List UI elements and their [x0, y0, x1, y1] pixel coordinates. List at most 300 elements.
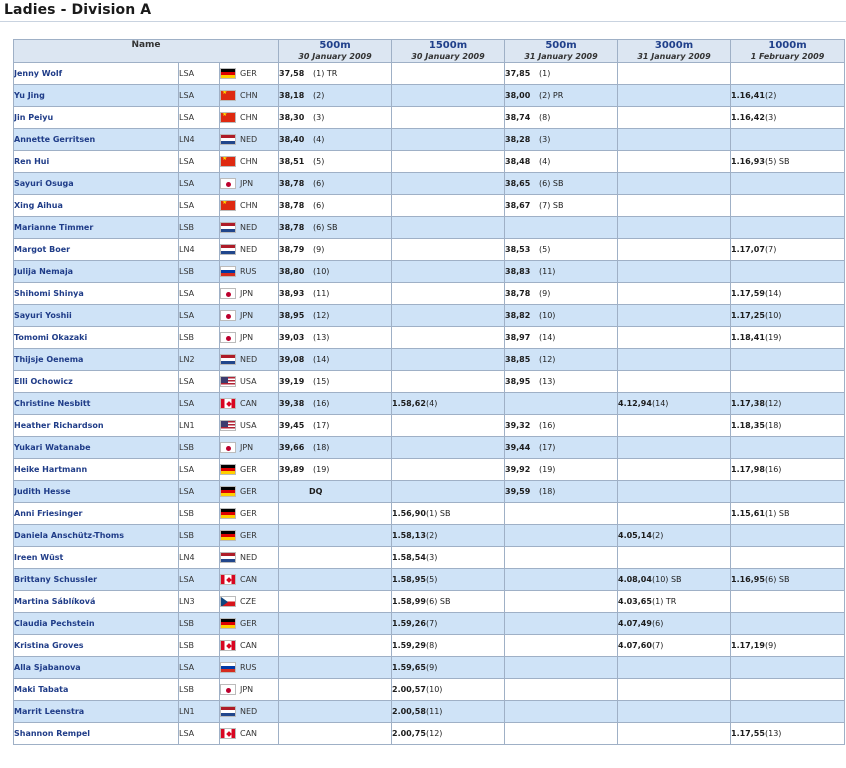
skater-name[interactable]: Martina Sáblíková: [14, 591, 179, 613]
result-place: (18): [539, 487, 556, 496]
flag-icon: [220, 354, 236, 365]
result-cell: [392, 371, 505, 393]
country-code: JPN: [240, 443, 254, 452]
skater-club: LSA: [179, 481, 220, 503]
table-row: [14, 195, 845, 217]
country-code: CHN: [240, 113, 258, 122]
result-time: 1.17,98: [731, 465, 765, 474]
result-time: 38,82: [505, 311, 531, 320]
result-place: (11): [313, 289, 330, 298]
result-cell: [392, 217, 505, 239]
flag-icon: [220, 420, 236, 431]
result-cell: [505, 657, 618, 679]
result-cell: [618, 547, 731, 569]
result-cell: [618, 305, 731, 327]
result-place: (3): [765, 113, 777, 122]
result-time: 38,67: [505, 201, 531, 210]
header-row: [14, 40, 845, 63]
skater-country: [220, 173, 279, 195]
result-cell: [731, 415, 845, 437]
result-time: 4.03,65: [618, 597, 652, 606]
result-cell: [618, 569, 731, 591]
country-code: CAN: [240, 729, 258, 738]
skater-name[interactable]: Shannon Rempel: [14, 723, 179, 745]
event-date: 30 January 2009: [411, 52, 485, 61]
country-code: JPN: [240, 311, 254, 320]
skater-country: [220, 657, 279, 679]
result-time: 38,78: [279, 201, 305, 210]
skater-country: [220, 437, 279, 459]
result-place: (6): [313, 179, 325, 188]
result-cell: [279, 151, 392, 173]
result-cell: [731, 283, 845, 305]
result-time: 2.00,57: [392, 685, 426, 694]
result-cell: [505, 371, 618, 393]
result-place: (19): [765, 333, 782, 342]
skater-country: [220, 151, 279, 173]
result-cell: [392, 415, 505, 437]
result-place: (3): [426, 553, 438, 562]
country-code: JPN: [240, 289, 254, 298]
skater-country: [220, 415, 279, 437]
event-header-1[interactable]: [279, 40, 392, 63]
result-place: (6) SB: [426, 597, 451, 606]
result-cell: [618, 613, 731, 635]
result-time: 39,38: [279, 399, 305, 408]
skater-club: LN4: [179, 129, 220, 151]
result-cell: [731, 393, 845, 415]
result-cell: [618, 239, 731, 261]
result-place: (14): [765, 289, 782, 298]
event-date: 30 January 2009: [298, 52, 372, 61]
skater-name[interactable]: Julija Nemaja: [14, 261, 179, 283]
skater-club: LN4: [179, 547, 220, 569]
result-place: (1) SB: [426, 509, 451, 518]
result-cell: [505, 635, 618, 657]
table-row: [14, 591, 845, 613]
result-place: (14): [313, 355, 330, 364]
result-time: 4.05,14: [618, 531, 652, 540]
result-cell: [505, 107, 618, 129]
result-time: 38,78: [279, 223, 305, 232]
skater-name[interactable]: Ireen Wüst: [14, 547, 179, 569]
result-time: 2.00,75: [392, 729, 426, 738]
result-cell: [731, 217, 845, 239]
result-place: (7): [652, 641, 664, 650]
flag-icon: [220, 90, 236, 101]
result-cell: [731, 635, 845, 657]
skater-club: LN2: [179, 349, 220, 371]
result-place: (8): [426, 641, 438, 650]
country-code: CAN: [240, 575, 258, 584]
result-cell: [279, 437, 392, 459]
result-place: (6) SB: [765, 575, 790, 584]
country-code: NED: [240, 553, 258, 562]
skater-club: LSB: [179, 613, 220, 635]
result-cell: [618, 173, 731, 195]
skater-country: [220, 569, 279, 591]
table-row: [14, 503, 845, 525]
skater-name[interactable]: Thijsje Oenema: [14, 349, 179, 371]
result-place: (6) SB: [539, 179, 564, 188]
result-cell: [392, 283, 505, 305]
skater-country: [220, 85, 279, 107]
result-place: (13): [313, 333, 330, 342]
skater-country: [220, 63, 279, 85]
result-cell: [392, 547, 505, 569]
table-row: [14, 481, 845, 503]
result-cell: [618, 195, 731, 217]
result-place: (2): [313, 91, 325, 100]
flag-icon: [220, 508, 236, 519]
skater-name[interactable]: Judith Hesse: [14, 481, 179, 503]
result-time: 1.18,41: [731, 333, 765, 342]
country-code: GER: [240, 69, 257, 78]
result-cell: [731, 371, 845, 393]
result-time: 39,32: [505, 421, 531, 430]
flag-icon: [220, 530, 236, 541]
result-cell: [279, 393, 392, 415]
result-time: 1.15,61: [731, 509, 765, 518]
flag-icon: [220, 728, 236, 739]
result-time: 38,74: [505, 113, 531, 122]
result-cell: [279, 85, 392, 107]
flag-icon: [220, 244, 236, 255]
event-header-2[interactable]: [392, 40, 505, 63]
result-time: 38,97: [505, 333, 531, 342]
skater-country: [220, 349, 279, 371]
result-place: (4): [313, 135, 325, 144]
result-cell: [731, 151, 845, 173]
skater-name[interactable]: Annette Gerritsen: [14, 129, 179, 151]
skater-club: LSA: [179, 657, 220, 679]
country-code: USA: [240, 377, 257, 386]
skater-name[interactable]: Xing Aihua: [14, 195, 179, 217]
table-row: [14, 107, 845, 129]
result-cell: [505, 437, 618, 459]
results-body: [14, 63, 845, 745]
country-code: NED: [240, 223, 258, 232]
skater-country: [220, 525, 279, 547]
result-place: (5): [313, 157, 325, 166]
skater-club: LSB: [179, 679, 220, 701]
result-time: 38,78: [279, 179, 305, 188]
result-time: 39,92: [505, 465, 531, 474]
result-cell: [505, 327, 618, 349]
result-cell: [505, 525, 618, 547]
result-cell: [731, 327, 845, 349]
result-place: (16): [313, 399, 330, 408]
result-cell: [731, 503, 845, 525]
result-cell: [505, 591, 618, 613]
flag-icon: [220, 662, 236, 673]
result-cell: [618, 591, 731, 613]
result-time: 38,30: [279, 113, 305, 122]
result-cell: [618, 481, 731, 503]
result-cell: [618, 415, 731, 437]
event-date: 1 February 2009: [750, 52, 825, 61]
event-name: 1500m: [428, 40, 468, 51]
result-time: 39,08: [279, 355, 305, 364]
skater-country: [220, 261, 279, 283]
table-row: [14, 239, 845, 261]
result-cell: [505, 613, 618, 635]
event-header-4[interactable]: [618, 40, 731, 63]
skater-name[interactable]: Maki Tabata: [14, 679, 179, 701]
result-cell: [392, 481, 505, 503]
result-time: 37,58: [279, 69, 305, 78]
result-place: (6): [313, 201, 325, 210]
event-date: 31 January 2009: [524, 52, 598, 61]
skater-name[interactable]: Anni Friesinger: [14, 503, 179, 525]
skater-club: LSB: [179, 327, 220, 349]
table-row: [14, 569, 845, 591]
table-row: [14, 151, 845, 173]
result-cell: [392, 239, 505, 261]
skater-country: [220, 283, 279, 305]
result-place: (4): [426, 399, 438, 408]
skater-country: [220, 327, 279, 349]
result-cell: [279, 283, 392, 305]
result-time: 38,85: [505, 355, 531, 364]
result-place: (6): [652, 619, 664, 628]
result-place: (17): [539, 443, 556, 452]
result-cell: [731, 657, 845, 679]
result-cell: [618, 679, 731, 701]
skater-name[interactable]: Sayuri Osuga: [14, 173, 179, 195]
skater-name[interactable]: Alla Sjabanova: [14, 657, 179, 679]
result-cell: [279, 63, 392, 85]
result-cell: [392, 591, 505, 613]
result-cell: [618, 85, 731, 107]
country-code: CHN: [240, 91, 258, 100]
flag-icon: [220, 178, 236, 189]
skater-name[interactable]: Brittany Schussler: [14, 569, 179, 591]
skater-country: [220, 613, 279, 635]
result-cell: [392, 327, 505, 349]
country-code: CZE: [240, 597, 257, 606]
result-place: (10) SB: [652, 575, 682, 584]
skater-name[interactable]: Shihomi Shinya: [14, 283, 179, 305]
result-time: 38,00: [505, 91, 531, 100]
result-cell: [279, 217, 392, 239]
result-time: 39,59: [505, 487, 531, 496]
skater-club: LSB: [179, 525, 220, 547]
skater-name[interactable]: Elli Ochowicz: [14, 371, 179, 393]
result-cell: [505, 723, 618, 745]
skater-name[interactable]: Sayuri Yoshii: [14, 305, 179, 327]
country-code: CHN: [240, 201, 258, 210]
result-place: (5): [539, 245, 551, 254]
skater-name[interactable]: Margot Boer: [14, 239, 179, 261]
result-place: (10): [426, 685, 443, 694]
skater-name[interactable]: Daniela Anschütz-Thoms: [14, 525, 179, 547]
result-cell: [392, 85, 505, 107]
country-code: NED: [240, 135, 258, 144]
flag-icon: [220, 464, 236, 475]
result-time: 38,53: [505, 245, 531, 254]
result-time: 38,95: [505, 377, 531, 386]
table-row: [14, 63, 845, 85]
result-cell: [731, 239, 845, 261]
event-name: 500m: [319, 40, 351, 51]
result-time: 38,83: [505, 267, 531, 276]
skater-name[interactable]: Heather Richardson: [14, 415, 179, 437]
result-place: (1) TR: [313, 69, 338, 78]
result-time: 2.00,58: [392, 707, 426, 716]
result-time: 39,66: [279, 443, 305, 452]
result-time: 4.08,04: [618, 575, 652, 584]
result-cell: [392, 569, 505, 591]
result-place: (18): [313, 443, 330, 452]
result-cell: [392, 679, 505, 701]
result-cell: [731, 481, 845, 503]
skater-country: [220, 107, 279, 129]
result-cell: [279, 261, 392, 283]
result-cell: [279, 305, 392, 327]
table-row: [14, 723, 845, 745]
flag-icon: [220, 552, 236, 563]
skater-name[interactable]: Jin Peiyu: [14, 107, 179, 129]
result-cell: [279, 349, 392, 371]
flag-icon: [220, 332, 236, 343]
result-cell: [618, 151, 731, 173]
table-row: [14, 437, 845, 459]
skater-club: LSA: [179, 305, 220, 327]
result-time: 39,03: [279, 333, 305, 342]
skater-country: [220, 635, 279, 657]
result-place: (5) SB: [765, 157, 790, 166]
result-cell: [731, 723, 845, 745]
skater-name[interactable]: Claudia Pechstein: [14, 613, 179, 635]
result-time: 1.58,95: [392, 575, 426, 584]
skater-name[interactable]: Yukari Watanabe: [14, 437, 179, 459]
skater-club: LSA: [179, 371, 220, 393]
event-header-5[interactable]: [731, 40, 845, 63]
result-time: 1.59,65: [392, 663, 426, 672]
result-time: 1.17,25: [731, 311, 765, 320]
result-time: 1.16,42: [731, 113, 765, 122]
skater-name[interactable]: Jenny Wolf: [14, 63, 179, 85]
result-place: (10): [539, 311, 556, 320]
skater-name[interactable]: Tomomi Okazaki: [14, 327, 179, 349]
skater-country: [220, 591, 279, 613]
result-time: 39,44: [505, 443, 531, 452]
result-time: 1.17,19: [731, 641, 765, 650]
result-cell: [731, 569, 845, 591]
result-time: 38,40: [279, 135, 305, 144]
flag-icon: [220, 684, 236, 695]
skater-club: LSA: [179, 151, 220, 173]
result-time: 4.07,49: [618, 619, 652, 628]
result-place: (17): [313, 421, 330, 430]
result-time: 38,51: [279, 157, 305, 166]
result-place: (10): [313, 267, 330, 276]
table-row: [14, 613, 845, 635]
result-cell: [731, 261, 845, 283]
country-code: GER: [240, 487, 257, 496]
table-row: [14, 415, 845, 437]
result-cell: [618, 701, 731, 723]
result-cell: [731, 129, 845, 151]
country-code: USA: [240, 421, 257, 430]
skater-name[interactable]: Marrit Leenstra: [14, 701, 179, 723]
flag-icon: [220, 486, 236, 497]
flag-icon: [220, 618, 236, 629]
result-place: (16): [539, 421, 556, 430]
result-place: (2): [652, 531, 664, 540]
result-time: 1.58,54: [392, 553, 426, 562]
result-cell: [731, 437, 845, 459]
skater-club: LSA: [179, 459, 220, 481]
result-cell: [618, 503, 731, 525]
result-cell: [505, 701, 618, 723]
result-cell: [392, 723, 505, 745]
flag-icon: [220, 706, 236, 717]
results-table: [13, 39, 845, 745]
flag-icon: [220, 134, 236, 145]
table-row: [14, 129, 845, 151]
result-place: (1) TR: [652, 597, 677, 606]
title-divider: [0, 21, 846, 22]
table-row: [14, 525, 845, 547]
result-place: (11): [539, 267, 556, 276]
result-cell: [731, 63, 845, 85]
result-time: 38,93: [279, 289, 305, 298]
result-time: 39,19: [279, 377, 305, 386]
result-cell: [392, 195, 505, 217]
skater-name[interactable]: Christine Nesbitt: [14, 393, 179, 415]
result-cell: [279, 415, 392, 437]
country-code: CAN: [240, 399, 258, 408]
result-cell: [505, 129, 618, 151]
flag-icon: [220, 310, 236, 321]
result-cell: [505, 481, 618, 503]
result-cell: [505, 239, 618, 261]
result-place: (3): [313, 113, 325, 122]
result-cell: [731, 107, 845, 129]
skater-name[interactable]: Heike Hartmann: [14, 459, 179, 481]
result-time: 1.58,99: [392, 597, 426, 606]
result-cell: [279, 195, 392, 217]
result-place: (10): [765, 311, 782, 320]
skater-club: LSA: [179, 723, 220, 745]
event-name: 1000m: [768, 40, 807, 51]
result-cell: [505, 283, 618, 305]
result-place: (18): [765, 421, 782, 430]
result-place: (7): [426, 619, 438, 628]
result-cell: [392, 173, 505, 195]
result-place: (12): [765, 399, 782, 408]
result-time: 1.58,62: [392, 399, 426, 408]
result-cell: [392, 525, 505, 547]
skater-name[interactable]: Marianne Timmer: [14, 217, 179, 239]
skater-club: LSA: [179, 283, 220, 305]
result-cell: [505, 503, 618, 525]
result-cell: [279, 679, 392, 701]
skater-name[interactable]: Ren Hui: [14, 151, 179, 173]
result-cell: [279, 547, 392, 569]
event-header-3[interactable]: [505, 40, 618, 63]
flag-icon: [220, 288, 236, 299]
result-place: (16): [765, 465, 782, 474]
skater-name[interactable]: Yu Jing: [14, 85, 179, 107]
result-place: (8): [539, 113, 551, 122]
flag-icon: [220, 266, 236, 277]
skater-name[interactable]: Kristina Groves: [14, 635, 179, 657]
result-cell: [618, 107, 731, 129]
result-cell: [505, 679, 618, 701]
